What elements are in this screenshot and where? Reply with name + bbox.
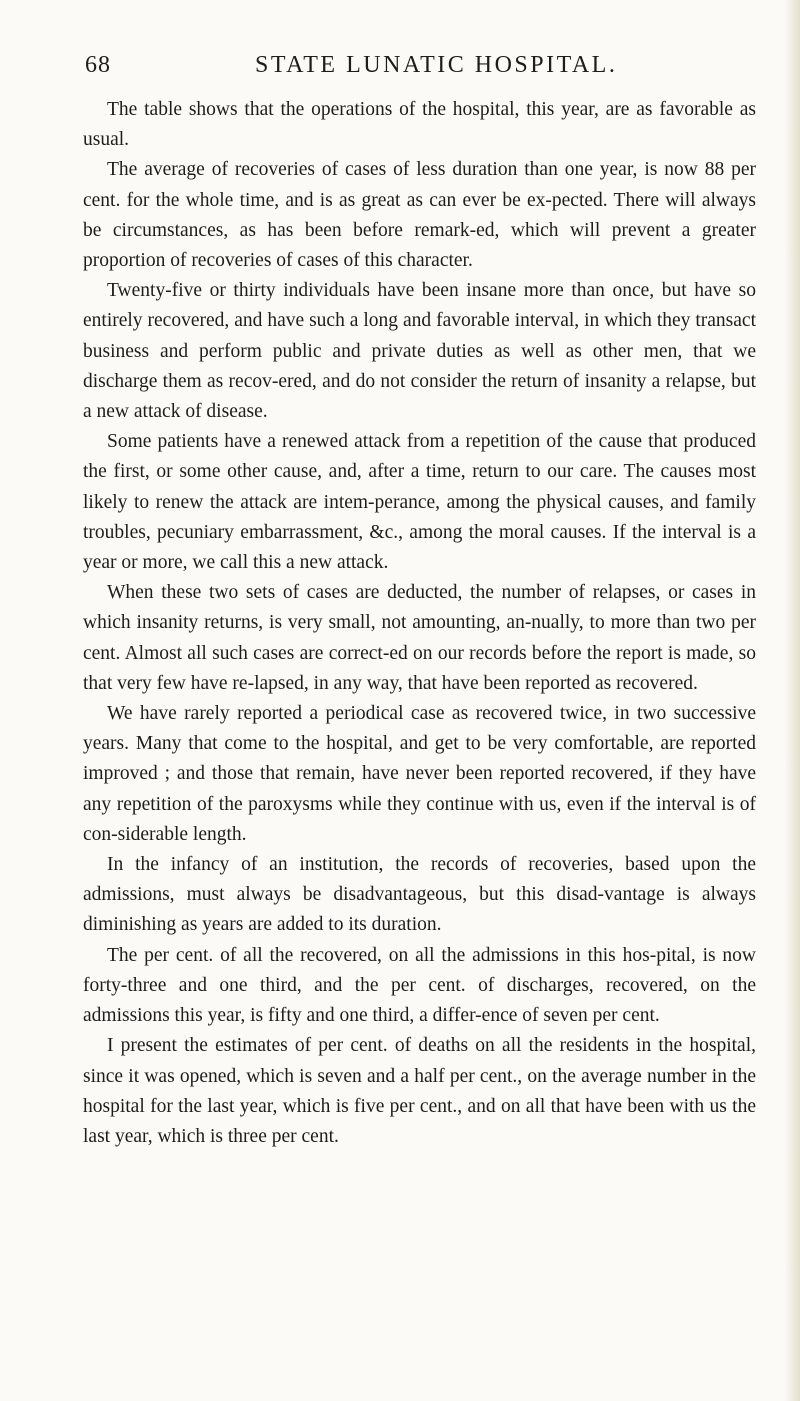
page-header: [85, 52, 745, 86]
paragraph: We have rarely reported a periodical case as recovered twice, in two successive years. Many that come to the hospital, and get to be very comfortable, are reported improved ; and those that remain, have never been reported recovered, if they have any repetition of the paroxysms while they continue with us, even if the interval is of con-siderable length.: [83, 703, 756, 845]
paragraph: When these two sets of cases are deducted, the number of relapses, or cases in which insanity returns, is very small, not amounting, an-nually, to more than two per cent. Almost all such cases are correct-ed on our records before the report is made, so that very few have re-lapsed, in any way, that have been reported as recovered.: [83, 582, 756, 694]
paragraph: Some patients have a renewed attack from a repetition of the cause that produced the first, or some other cause, and, after a time, return to our care. The causes most likely to renew the attack are intem-perance, among the physical causes, and family troubles, pecuniary embarrassment, &c., among the moral causes. If the interval is a year or more, we call this a new attack.: [83, 431, 756, 574]
paragraph: Twenty-five or thirty individuals have been insane more than once, but have so entirely recovered, and have such a long and favorable interval, in which they transact business and perform public and private duties as well as other men, that we discharge them as recov-ered, and do not consider the return of insanity a relapse, but a new attack of disease.: [83, 280, 756, 423]
body-text: [83, 95, 756, 1152]
paragraph: The per cent. of all the recovered, on all the admissions in this hos-pital, is now forty-three and one third, and the per cent. of discharges, recovered, on the admissions this year, is fifty and one third, a differ-ence of seven per cent.: [83, 944, 756, 1027]
page-number: 68: [85, 52, 111, 78]
paragraph: I present the estimates of per cent. of deaths on all the residents in the hospital, since it was opened, which is seven and a half per cent., on the average number in the hospital for the last year, which is five per cent., and on all that have been with us the last year, which is three per cent.: [83, 1035, 756, 1147]
paragraph: In the infancy of an institution, the records of recoveries, based upon the admissions, must always be disadvantageous, but this disad-vantage is always diminishing as years are added to its duration.: [83, 854, 756, 936]
paragraph: The table shows that the operations of the hospital, this year, are as favorable as usual.: [83, 99, 756, 151]
page-edge-shading: [784, 0, 800, 1401]
running-head: STATE LUNATIC HOSPITAL.: [255, 52, 618, 78]
paragraph: The average of recoveries of cases of less duration than one year, is now 88 per cent. for the whole time, and is as great as can ever be ex-pected. There will always be circumstances, as has been before remark-ed, which will prevent a greater proportion of recoveries of cases of this character.: [83, 159, 756, 272]
